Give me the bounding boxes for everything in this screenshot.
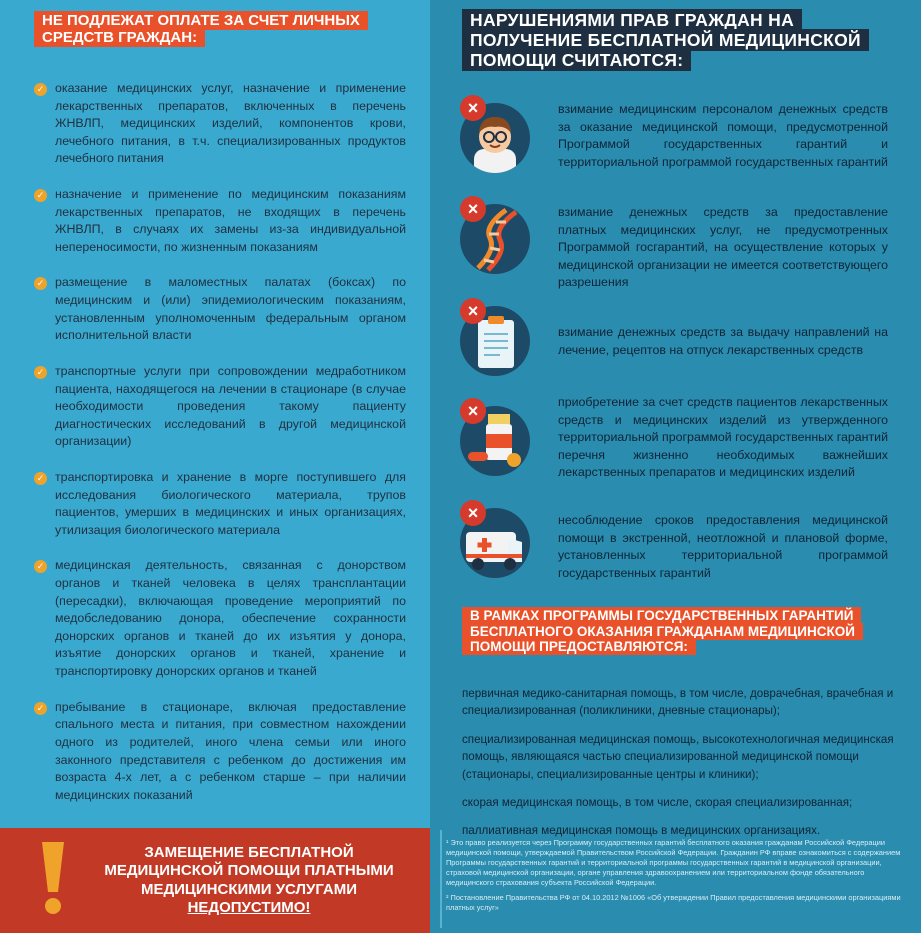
violation-text: приобретение за счет средств пациентов лекарственных средств и медицинских изделий из утвержденного территориальной программой государственных гарантий перечня жизненно необходимых важнейших лекарственных препаратов и медицинских изделий [558,395,888,480]
footnote: ¹ Это право реализуется через Программу государственных гарантий бесплатного оказания гражданам Российской Федерации медицинской помощи, утверждаемой Правительством Российской Федерации. Гражданин РФ вправе ознакомиться с содержанием Программы государственных гарантий и территориальной программы государственных гарантий в медицинской организации, страховой медицинской организации, органе управления здравоохранением или территориальном фонде обязательного медицинского страхования субъекта Российской Федерации. [446,838,901,887]
cross-icon: × [460,398,486,424]
check-icon: ✓ [34,277,47,290]
violation-text: взимание денежных средств за предоставление платных медицинских услуг, не предусмотренных Программой госгарантий, на осуществление которых у медицинской организации не имеется соответствующего разрешения [558,205,888,290]
check-icon: ✓ [34,702,47,715]
violation-text: несоблюдение сроков предоставления медицинской помощи в экстренной, неотложной и плановой форме, установленных территориальной программой государственных гарантий [558,513,888,580]
list-item: специализированная медицинская помощь, высокотехнологичная медицинская помощь, являющаяся частью специализированной медицинской помощи (стационары, специализированные центры и клиники); [462,732,894,781]
list-item: ✓ медицинская деятельность, связанная с донорством органов и тканей человека в целях трансплантации (пересадки), включающая проведение мероприятий по медобследованию донора, обеспечение сохранности донорских органов и тканей до их изъятия у донора, изъятие донорских органов и тканей, хранение и транспортировку донорских органов и тканей [34,557,406,680]
footnote: ² Постановление Правительства РФ от 04.10.2012 №1006 «Об утверждении Правил предоставления медицинскими организациями платных услуг» [446,892,901,912]
check-icon: ✓ [34,189,47,202]
program-heading: В РАМКАХ ПРОГРАММЫ ГОСУДАРСТВЕННЫХ ГАРАНТИЙ БЕСПЛАТНОГО ОКАЗАНИЯ ГРАЖДАНАМ МЕДИЦИНСКОЙ ПОМОЩИ ПРЕДОСТАВЛЯЮТСЯ: [462,608,862,655]
exclamation-icon [38,838,68,923]
clipboard-icon [460,298,538,376]
cross-icon: × [460,196,486,222]
violation-text: взимание денежных средств за выдачу направлений на лечение, рецептов на отпуск лекарственных средств [558,325,888,357]
pills-icon [460,398,538,476]
list-item: первичная медико-санитарная помощь, в том числе, доврачебная, врачебная и специализированная (поликлиники, дневные стационары); [462,687,894,718]
check-icon: ✓ [34,366,47,379]
list-item: скорая медицинская помощь, в том числе, скорая специализированная; [462,795,853,809]
left-heading: НЕ ПОДЛЕЖАТ ОПЛАТЕ ЗА СЧЕТ ЛИЧНЫХ СРЕДСТВ ГРАЖДАН: [34,12,394,47]
right-heading: НАРУШЕНИЯМИ ПРАВ ГРАЖДАН НА ПОЛУЧЕНИЕ БЕСПЛАТНОЙ МЕДИЦИНСКОЙ ПОМОЩИ СЧИТАЮТСЯ: [462,10,892,70]
check-icon: ✓ [34,560,47,573]
divider [440,830,442,928]
cross-icon: × [460,500,486,526]
list-item: ✓ оказание медицинских услуг, назначение и применение лекарственных препаратов, включенных в перечень ЖНВЛП, медицинских изделий, компонентов крови, лечебного питания, в т.ч. специализированных продуктов лечебного питания [34,80,406,168]
footnotes [446,838,910,918]
warning-text: ЗАМЕЩЕНИЕ БЕСПЛАТНОЙ МЕДИЦИНСКОЙ ПОМОЩИ ПЛАТНЫМИ МЕДИЦИНСКИМИ УСЛУГАМИ НЕДОПУСТИМО! [104,844,394,916]
list-item: ✓ транспортировка и хранение в морге поступившего для исследования биологического материала, трупов пациентов, умерших в медицинских и иных организациях, утилизация биологического материала [34,469,406,539]
doctor-icon [460,95,538,173]
program-list [462,685,907,851]
check-icon: ✓ [34,83,47,96]
list-item: ✓ транспортные услуги при сопровождении медработником пациента, находящегося на лечении в стационаре (в случае необходимости проведения такому пациенту диагностических исследований в другой медицинской организации) [34,363,406,451]
ambulance-icon [460,500,538,578]
dna-icon [460,196,538,274]
check-icon: ✓ [34,472,47,485]
not-payable-list [34,80,406,822]
list-item: паллиативная медицинская помощь в медицинских организациях. [462,824,821,838]
violation-text: взимание медицинским персоналом денежных средств за оказание медицинской помощи, предусмотренной Программой государственных гарантий и территориальной программой государственных гарантий [558,102,888,169]
list-item: ✓ назначение и применение по медицинским показаниям лекарственных препаратов, не входящих в перечень ЖНВЛП, в случаях их замены из-за индивидуальной непереносимости, по жизненным показаниям [34,186,406,256]
cross-icon: × [460,95,486,121]
list-item: ✓ пребывание в стационаре, включая предоставление спального места и питания, при совместном нахождении одного из родителей, иного члена семьи или иного законного представителя с ребенком до достижения им возраста 4-х лет, а с ребенком старше – при наличии медицинских показаний [34,699,406,805]
cross-icon: × [460,298,486,324]
warning-emphasis: НЕДОПУСТИМО! [187,898,311,916]
list-item: ✓ размещение в маломестных палатах (боксах) по медицинским и (или) эпидемиологическим показаниям, установленным уполномоченным федеральным органом исполнительной власти [34,274,406,344]
